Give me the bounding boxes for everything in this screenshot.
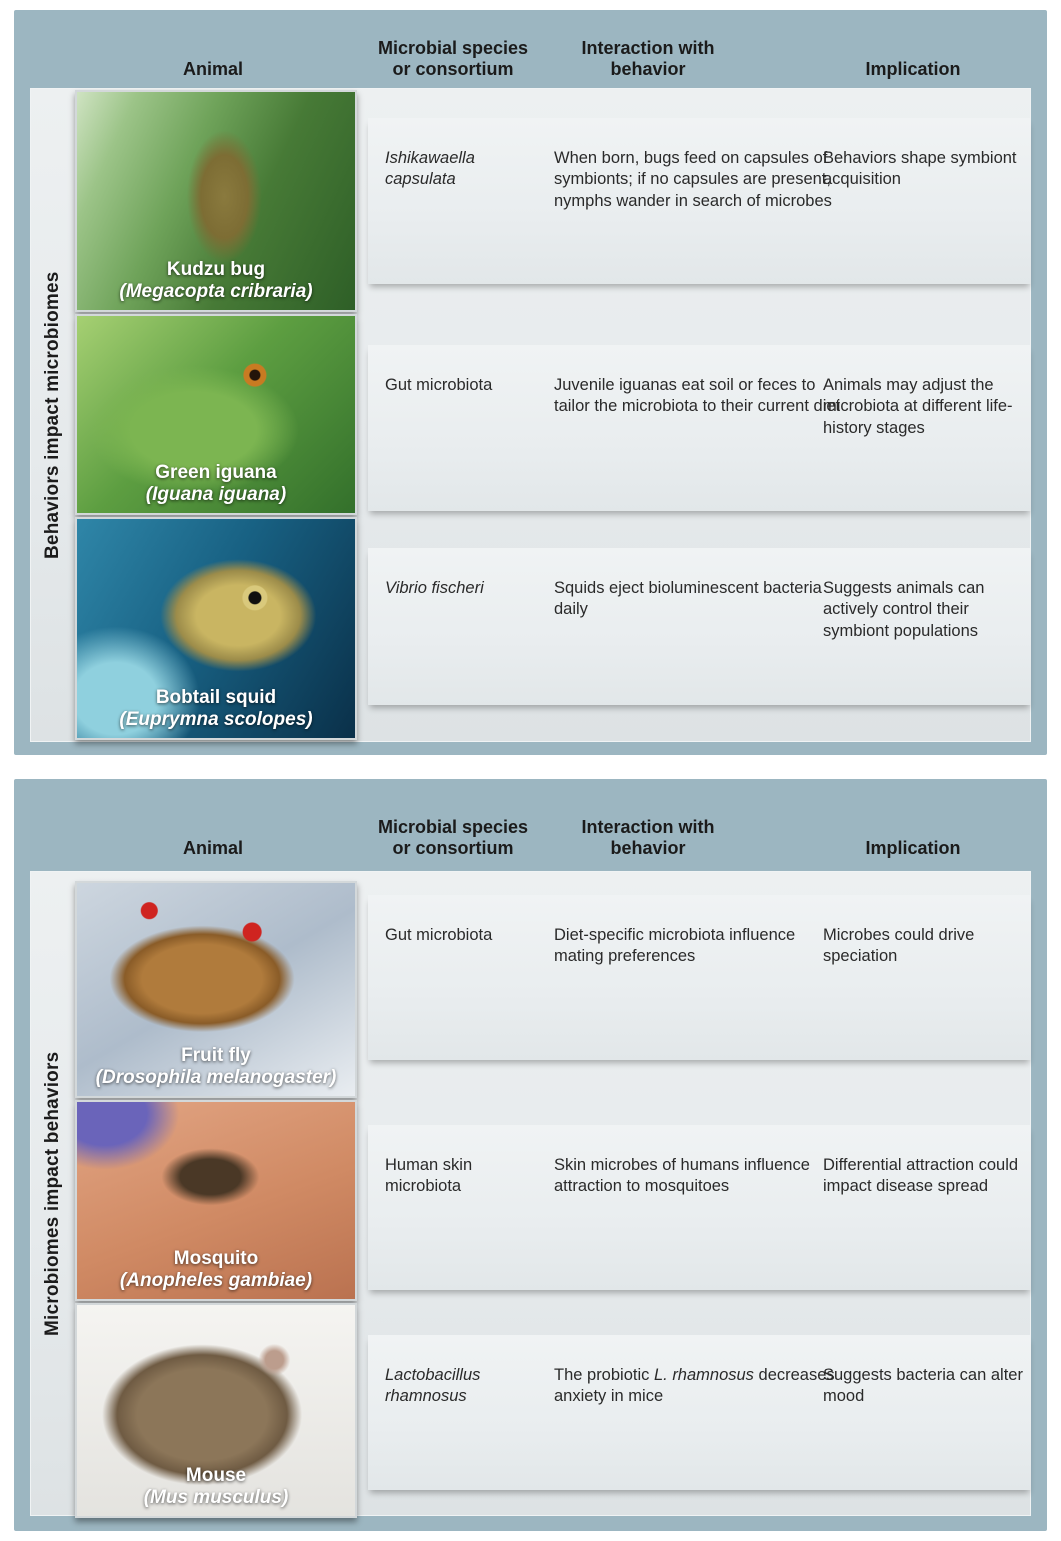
mouse-photo bbox=[75, 1303, 357, 1518]
animal-common-name: Bobtail squid bbox=[155, 686, 277, 708]
animal-scientific-name: (Drosophila melanogaster) bbox=[95, 1066, 337, 1088]
mosquito-photo bbox=[75, 1100, 357, 1301]
animal-common-name: Mosquito bbox=[173, 1247, 259, 1269]
photo-caption bbox=[77, 1248, 355, 1292]
panel-side-label: Behaviors impact microbiomes bbox=[42, 271, 63, 559]
panel-microbiomes-impact-behaviors bbox=[14, 779, 1047, 1531]
green-iguana-photo bbox=[75, 314, 357, 515]
microbial-species-cell: Ishikawaella capsulata bbox=[385, 149, 475, 189]
table-row bbox=[368, 548, 1031, 705]
animal-scientific-name: (Euprymna scolopes) bbox=[119, 708, 313, 730]
implication-cell: Suggests animals can actively control their symbiont populations bbox=[823, 579, 985, 640]
interaction-text: decreases anxiety in mice bbox=[554, 1366, 835, 1406]
implication-cell: Animals may adjust the microbiota at different life-history stages bbox=[823, 376, 1013, 437]
table-row bbox=[368, 895, 1031, 1060]
animal-common-name: Green iguana bbox=[155, 461, 277, 483]
photo-caption bbox=[77, 259, 355, 303]
photo-caption bbox=[77, 462, 355, 506]
implication-cell: Suggests bacteria can alter mood bbox=[823, 1366, 1023, 1406]
column-header-implication: Implication bbox=[865, 837, 961, 858]
panel-behaviors-impact-microbiomes bbox=[14, 10, 1047, 755]
bobtail-squid-photo bbox=[75, 517, 357, 740]
column-header-microbial-species: Microbial species or consortium bbox=[377, 37, 529, 79]
panel-side-label: Microbiomes impact behaviors bbox=[42, 1051, 63, 1336]
column-header-implication: Implication bbox=[865, 58, 961, 79]
animal-scientific-name: (Mus musculus) bbox=[143, 1486, 289, 1508]
table-row bbox=[368, 1125, 1031, 1290]
photo-caption bbox=[77, 1045, 355, 1089]
interaction-cell: Juvenile iguanas eat soil or feces to tailor the microbiota to their current diet bbox=[554, 376, 841, 416]
photo-caption bbox=[77, 687, 355, 731]
microbial-species-cell: Vibrio fischeri bbox=[385, 579, 484, 597]
animal-scientific-name: (Anopheles gambiae) bbox=[119, 1269, 313, 1291]
interaction-cell: Squids eject bioluminescent bacteria daily bbox=[554, 579, 822, 619]
interaction-species-italic: L. rhamnosus bbox=[653, 1366, 754, 1384]
column-header-microbial-species: Microbial species or consortium bbox=[377, 816, 529, 858]
fruit-fly-photo bbox=[75, 881, 357, 1098]
interaction-cell: Skin microbes of humans influence attraction to mosquitoes bbox=[554, 1156, 810, 1196]
implication-cell: Microbes could drive speciation bbox=[823, 926, 975, 966]
microbial-species-cell: Gut microbiota bbox=[385, 926, 493, 944]
interaction-text: The probiotic bbox=[554, 1366, 654, 1384]
column-header-interaction: Interaction with behavior bbox=[581, 816, 715, 858]
interaction-cell: When born, bugs feed on capsules of symbionts; if no capsules are present, nymphs wander in search of microbes bbox=[554, 149, 832, 210]
photo-caption bbox=[77, 1465, 355, 1509]
implication-cell: Differential attraction could impact disease spread bbox=[823, 1156, 1019, 1196]
column-header-animal: Animal bbox=[182, 58, 243, 79]
animal-common-name: Kudzu bug bbox=[166, 258, 266, 280]
animal-scientific-name: (Iguana iguana) bbox=[145, 483, 287, 505]
interaction-cell: Diet-specific microbiota influence mating preferences bbox=[554, 926, 796, 966]
animal-scientific-name: (Megacopta cribraria) bbox=[119, 280, 313, 302]
table-row bbox=[368, 345, 1031, 511]
column-header-interaction: Interaction with behavior bbox=[581, 37, 715, 79]
animal-common-name: Mouse bbox=[185, 1464, 247, 1486]
table-row bbox=[368, 118, 1031, 284]
kudzu-bug-photo bbox=[75, 90, 357, 312]
animal-common-name: Fruit fly bbox=[181, 1044, 251, 1066]
microbial-species-cell: Lactobacillus rhamnosus bbox=[385, 1366, 481, 1406]
microbial-species-cell: Human skin microbiota bbox=[385, 1156, 473, 1196]
microbial-species-cell: Gut microbiota bbox=[385, 376, 493, 394]
table-row bbox=[368, 1335, 1031, 1490]
interaction-cell bbox=[554, 1365, 844, 1408]
column-header-animal: Animal bbox=[182, 837, 243, 858]
implication-cell: Behaviors shape symbiont acquisition bbox=[823, 149, 1017, 189]
